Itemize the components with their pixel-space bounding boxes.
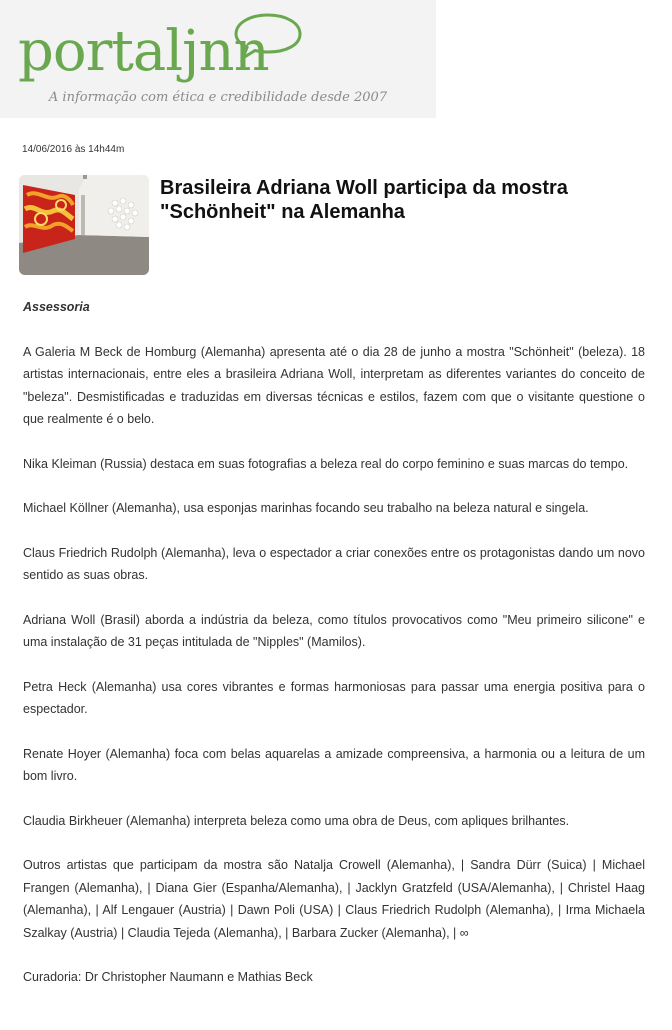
gallery-photo xyxy=(19,175,149,275)
site-header xyxy=(0,0,436,118)
article-byline: Assessoria xyxy=(23,300,90,314)
article-body xyxy=(23,296,645,1011)
article-paragraph: Petra Heck (Alemanha) usa cores vibrantes e formas harmoniosas para passar uma energia positiva para o espectador. xyxy=(23,679,645,716)
article-paragraph: Claudia Birkheuer (Alemanha) interpreta beleza como uma obra de Deus, com apliques brilhantes. xyxy=(23,813,570,828)
article-paragraph: Nika Kleiman (Russia) destaca em suas fotografias a beleza real do corpo feminino e suas marcas do tempo. xyxy=(23,456,629,471)
article-paragraph: A Galeria M Beck de Homburg (Alemanha) apresenta até o dia 28 de junho a mostra "Schönheit" (beleza). 18 artistas internacionais, entre eles a brasileira Adriana Woll, interpretam as diferentes variantes do conceito de "beleza". Desmistificadas e traduzidas em diversas técnicas e estilos, fazem com que o visitante questione o que realmente é o belo. xyxy=(23,344,645,426)
article-paragraph: Renate Hoyer (Alemanha) foca com belas aquarelas a amizade compreensiva, a harmonia ou a leitura de um bom livro. xyxy=(23,746,645,783)
article-paragraph: Curadoria: Dr Christopher Naumann e Mathias Beck xyxy=(23,970,313,984)
article-paragraph: Adriana Woll (Brasil) aborda a indústria da beleza, como títulos provocativos como "Meu primeiro silicone" e uma instalação de 31 peças intitulada de "Nipples" (Mamilos). xyxy=(23,612,645,649)
site-logo[interactable]: portaljnn xyxy=(18,19,269,84)
publish-date: 14/06/2016 às 14h44m xyxy=(22,144,125,155)
article-image[interactable] xyxy=(19,175,149,275)
article-paragraph: Claus Friedrich Rudolph (Alemanha), leva o espectador a criar conexões entre os protagonistas dando um novo sentido as suas obras. xyxy=(23,545,645,582)
article-title: Brasileira Adriana Woll participa da mostra "Schönheit" na Alemanha xyxy=(160,177,568,223)
speech-bubble-icon xyxy=(232,10,304,62)
article-paragraph: Outros artistas que participam da mostra são Natalja Crowell (Alemanha), | Sandra Dürr (Suica) | Michael Frangen (Alemanha), | Diana Gier (Espanha/Alemanha), | Jacklyn Gratzfeld (USA/Alemanha), | Christel Haag (Alemanha), | Alf Lengauer (Austria) | Dawn Poli (USA) | Claus Friedrich Rudolph (Alemanha), | Irma Michaela Szalkay (Austria) | Claudia Tejeda (Alemanha), | Barbara Zucker (Alemanha), | ∞ xyxy=(23,858,645,940)
site-tagline: A informação com ética e credibilidade desde 2007 xyxy=(48,90,388,105)
article-paragraph: Michael Köllner (Alemanha), usa esponjas marinhas focando seu trabalho na beleza natural e singela. xyxy=(23,501,589,515)
